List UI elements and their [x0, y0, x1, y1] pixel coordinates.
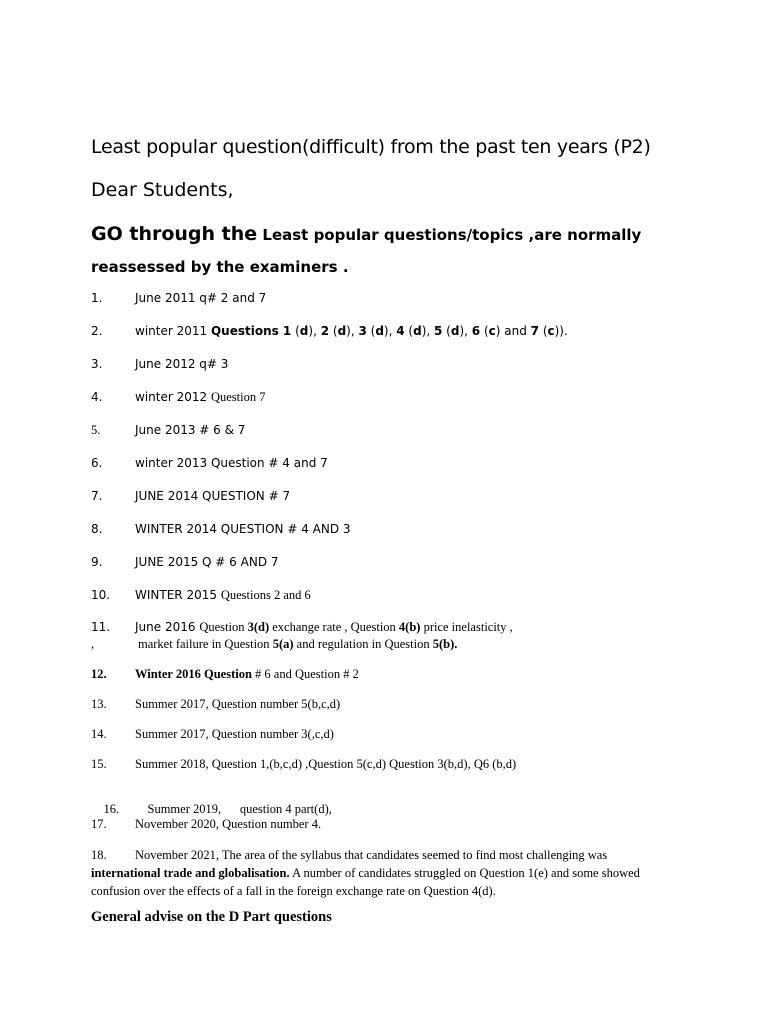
item-number: 11.: [91, 620, 111, 634]
list-item: [91, 324, 568, 338]
item-text: ),: [421, 324, 434, 338]
item-text: market failure in Question: [138, 637, 273, 651]
item-number: 9.: [91, 555, 103, 569]
item-text: price inelasticity ,: [420, 620, 513, 634]
intro-paragraph: [91, 219, 691, 283]
item-text: (: [404, 324, 414, 338]
list-item: [91, 423, 245, 438]
item-text: ) and: [495, 324, 531, 338]
item-number: 18.: [91, 848, 107, 862]
list-item: [91, 727, 334, 742]
item-bold: 5(a): [272, 637, 294, 651]
item-text: Summer 2017, Question number 5(b,c,d): [135, 697, 341, 711]
item-number: 7.: [91, 489, 103, 503]
intro-lead: GO through the: [91, 223, 258, 245]
item-text: WINTER 2014 QUESTION # 4 AND 3: [135, 522, 351, 536]
item-text: (: [329, 324, 338, 338]
item-number: 17.: [91, 817, 107, 831]
section-heading: General advise on the D Part questions: [91, 909, 332, 925]
item-bold: d: [299, 324, 309, 338]
item-bold: c: [488, 324, 496, 338]
list-item: [91, 757, 516, 772]
list-item: [91, 390, 265, 405]
list-item: [91, 588, 311, 603]
item-number: 14.: [91, 727, 107, 741]
item-bold: international trade and globalisation.: [91, 866, 290, 880]
item-text: Question: [199, 620, 248, 634]
item-text: Question 7: [210, 390, 266, 404]
item-bold: Questions 1: [210, 324, 292, 338]
item-number: 1.: [91, 291, 103, 305]
list-item: [91, 291, 266, 305]
list-item-continuation: [91, 637, 457, 652]
item-bold: d: [337, 324, 347, 338]
item-bold: 5(b).: [432, 637, 458, 651]
item-bold: Winter 2016 Question: [135, 667, 252, 681]
item-text: Summer 2018, Question 1,(b,c,d) ,Question 5(c,d) Question 3(b,d), Q6 (b,d): [135, 757, 517, 771]
item-bold: 2: [320, 324, 330, 338]
item-bold: 5: [434, 324, 443, 338]
item-bold: 6: [471, 324, 481, 338]
item-text: ),: [383, 324, 397, 338]
item-number: 15.: [91, 757, 107, 771]
item-text: (: [442, 324, 451, 338]
item-text: November 2021, The area of the syllabus that candidates seemed to find most challenging was: [135, 848, 608, 862]
list-item: [91, 846, 661, 900]
item-text: A number of candidates struggled on Question 1(e) and some showed confusion over the effects of a fall in the foreign exchange rate on Question 4(d).: [91, 866, 640, 898]
list-item: [91, 357, 228, 371]
item-text: JUNE 2015 Q # 6 AND 7: [135, 555, 279, 569]
item-text: )).: [554, 324, 568, 338]
item-text: ),: [308, 324, 321, 338]
item-number: 12.: [91, 667, 107, 681]
item-text: June 2013 # 6 & 7: [135, 423, 246, 437]
item-number: 5.: [91, 423, 101, 437]
item-bold: d: [450, 324, 460, 338]
item-text: exchange rate , Question: [269, 620, 399, 634]
item-text: and regulation in Question: [293, 637, 433, 651]
item-bold: 7: [530, 324, 539, 338]
item-number: 13.: [91, 697, 107, 711]
item-number: 8.: [91, 522, 103, 536]
item-text: (: [539, 324, 548, 338]
item-text: (: [291, 324, 300, 338]
item-number: 6.: [91, 456, 103, 470]
item-prefix: WINTER 2015: [135, 588, 221, 602]
item-number: 16.: [103, 802, 120, 816]
item-number: 10.: [91, 588, 111, 602]
list-item: [91, 697, 340, 712]
list-item: [91, 522, 351, 536]
item-text: Questions 2 and 6: [220, 588, 311, 602]
list-item: [91, 817, 321, 832]
intro-rest: Least popular questions/topics ,are normally reassessed by the examiners .: [91, 226, 642, 276]
item-text: November 2020, Question number 4.: [135, 817, 322, 831]
item-text: Summer 2019, question 4 part(d),: [147, 802, 332, 816]
item-bold: d: [413, 324, 422, 338]
item-number: 4.: [91, 390, 103, 404]
item-bold: d: [375, 324, 384, 338]
item-prefix: winter 2011: [135, 324, 211, 338]
item-bold: 4: [396, 324, 405, 338]
item-prefix: winter 2012: [135, 390, 211, 404]
item-number: 2.: [91, 324, 103, 338]
item-bold: 3(d): [247, 620, 270, 634]
list-item: [91, 456, 328, 470]
greeting: Dear Students,: [91, 179, 234, 201]
document-title: Least popular question(difficult) from the past ten years (P2): [91, 136, 651, 158]
list-item: [91, 667, 359, 682]
item-text: JUNE 2014 QUESTION # 7: [135, 489, 291, 503]
item-text: # 6 and Question # 2: [251, 667, 359, 681]
item-bold: c: [547, 324, 555, 338]
item-text: Summer 2017, Question number 3(,c,d): [135, 727, 334, 741]
item-number: 3.: [91, 357, 103, 371]
item-bold: 4(b): [398, 620, 421, 634]
item-text: June 2012 q# 3: [135, 357, 229, 371]
item-text: ),: [346, 324, 359, 338]
item-bold: 3: [358, 324, 367, 338]
list-item: [91, 555, 279, 569]
item-text: (: [366, 324, 376, 338]
list-item: [91, 620, 513, 635]
item-text: (: [480, 324, 489, 338]
list-item: [91, 489, 290, 503]
item-prefix: June 2016: [135, 620, 200, 634]
item-text: June 2011 q# 2 and 7: [135, 291, 267, 305]
item-text: winter 2013 Question # 4 and 7: [135, 456, 328, 470]
item-number: ,: [91, 637, 95, 651]
item-text: ),: [459, 324, 472, 338]
